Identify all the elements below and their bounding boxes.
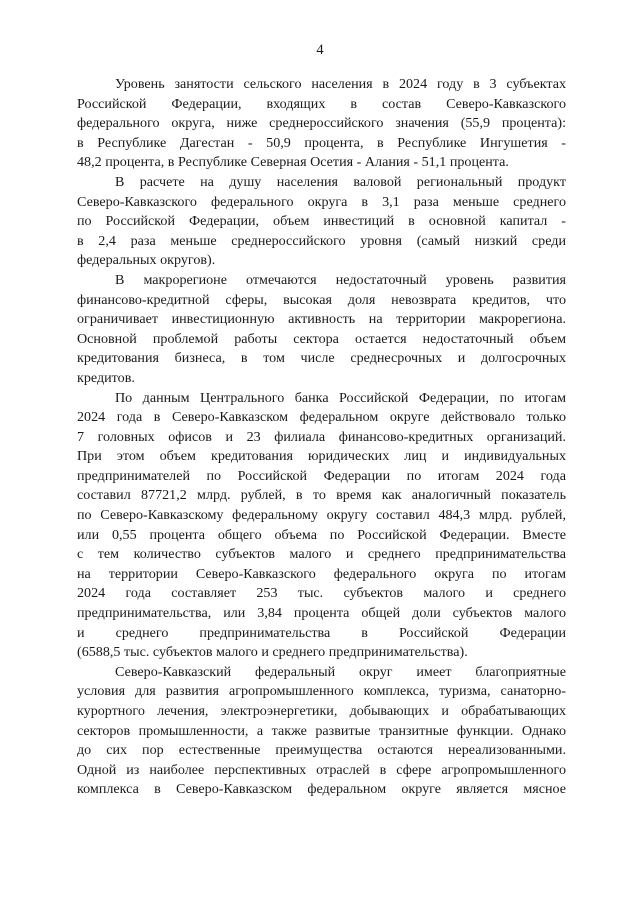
text-line: комплекса в Северо-Кавказском федеральном округе является мясное bbox=[77, 781, 566, 798]
text-line: финансово-кредитной сферы, высокая доля невозврата кредитов, что bbox=[77, 291, 566, 308]
text-line: федеральных округов). bbox=[77, 252, 216, 269]
text-line: или 0,55 процента общего объема по Российской Федерации. Вместе bbox=[77, 526, 566, 543]
text-line: 7 головных офисов и 23 филиала финансово-кредитных организаций. bbox=[77, 428, 566, 445]
text-line: Одной из наиболее перспективных отраслей в сфере агропромышленного bbox=[77, 761, 566, 778]
text-line: 48,2 процента, в Республике Северная Осетия - Алания - 51,1 процента. bbox=[77, 154, 509, 171]
text-line: условия для развития агропромышленного комплекса, туризма, санаторно- bbox=[77, 683, 566, 700]
text-line: 2024 года составляет 253 тыс. субъектов малого и среднего bbox=[77, 585, 566, 602]
text-line: в Республике Дагестан - 50,9 процента, в Республике Ингушетия - bbox=[77, 134, 566, 151]
document-body bbox=[77, 75, 566, 800]
text-line: 2024 года в Северо-Кавказском федеральном округе действовало только bbox=[77, 409, 566, 426]
text-line: предпринимательства, или 3,84 процента общей доли субъектов малого bbox=[77, 605, 566, 622]
text-line: в 2,4 раза меньше среднероссийского уровня (самый низкий среди bbox=[77, 232, 566, 249]
text-line: курортного лечения, электроэнергетики, добывающих и обрабатывающих bbox=[77, 703, 566, 719]
text-line: Основной проблемой работы сектора остается недостаточный объем bbox=[77, 330, 566, 347]
text-line: и среднего предпринимательства в Российской Федерации bbox=[77, 624, 566, 641]
paragraph bbox=[77, 173, 566, 271]
text-line: федерального округа, ниже среднероссийского значения (55,9 процента): bbox=[77, 115, 566, 132]
text-line: ограничивает инвестиционную активность на территории макрорегиона. bbox=[77, 311, 566, 328]
text-line: Уровень занятости сельского населения в 2024 году в 3 субъектах bbox=[115, 76, 566, 92]
text-line: В макрорегионе отмечаются недостаточный уровень развития bbox=[115, 271, 566, 288]
text-line: (6588,5 тыс. субъектов малого и среднего предпринимательства). bbox=[77, 644, 468, 661]
paragraph bbox=[77, 663, 566, 800]
paragraph bbox=[77, 75, 566, 173]
text-line: В расчете на душу населения валовой региональный продукт bbox=[115, 173, 566, 190]
text-line: При этом объем кредитования юридических лиц и индивидуальных bbox=[77, 448, 566, 465]
paragraph bbox=[77, 389, 566, 663]
text-line: кредитования бизнеса, в том числе среднесрочных и долгосрочных bbox=[77, 350, 566, 367]
text-line: Российской Федерации, входящих в состав Северо-Кавказского bbox=[77, 95, 566, 112]
text-line: составил 87721,2 млрд. рублей, в то время как аналогичный показатель bbox=[77, 487, 566, 504]
text-line: Северо-Кавказского федерального округа в 3,1 раза меньше среднего bbox=[77, 193, 566, 210]
text-line: по Северо-Кавказскому федеральному округу составил 484,3 млрд. рублей, bbox=[77, 507, 566, 524]
text-line: на территории Северо-Кавказского федерального округа по итогам bbox=[77, 565, 566, 582]
text-line: до сих пор естественные преимущества остаются нереализованными. bbox=[77, 742, 566, 759]
text-line: кредитов. bbox=[77, 369, 135, 386]
text-line: предпринимателей по Российской Федерации по итогам 2024 года bbox=[77, 467, 566, 484]
text-line: Северо-Кавказский федеральный округ имеет благоприятные bbox=[115, 663, 566, 680]
text-line: с тем количество субъектов малого и среднего предпринимательства bbox=[77, 546, 566, 563]
text-line: По данным Центрального банка Российской Федерации, по итогам bbox=[115, 389, 566, 406]
paragraph bbox=[77, 271, 566, 389]
text-line: по Российской Федерации, объем инвестиций в основной капитал - bbox=[77, 213, 566, 230]
text-line: секторов промышленности, а также развитые транзитные функции. Однако bbox=[77, 722, 566, 739]
page-number: 4 bbox=[316, 42, 324, 58]
